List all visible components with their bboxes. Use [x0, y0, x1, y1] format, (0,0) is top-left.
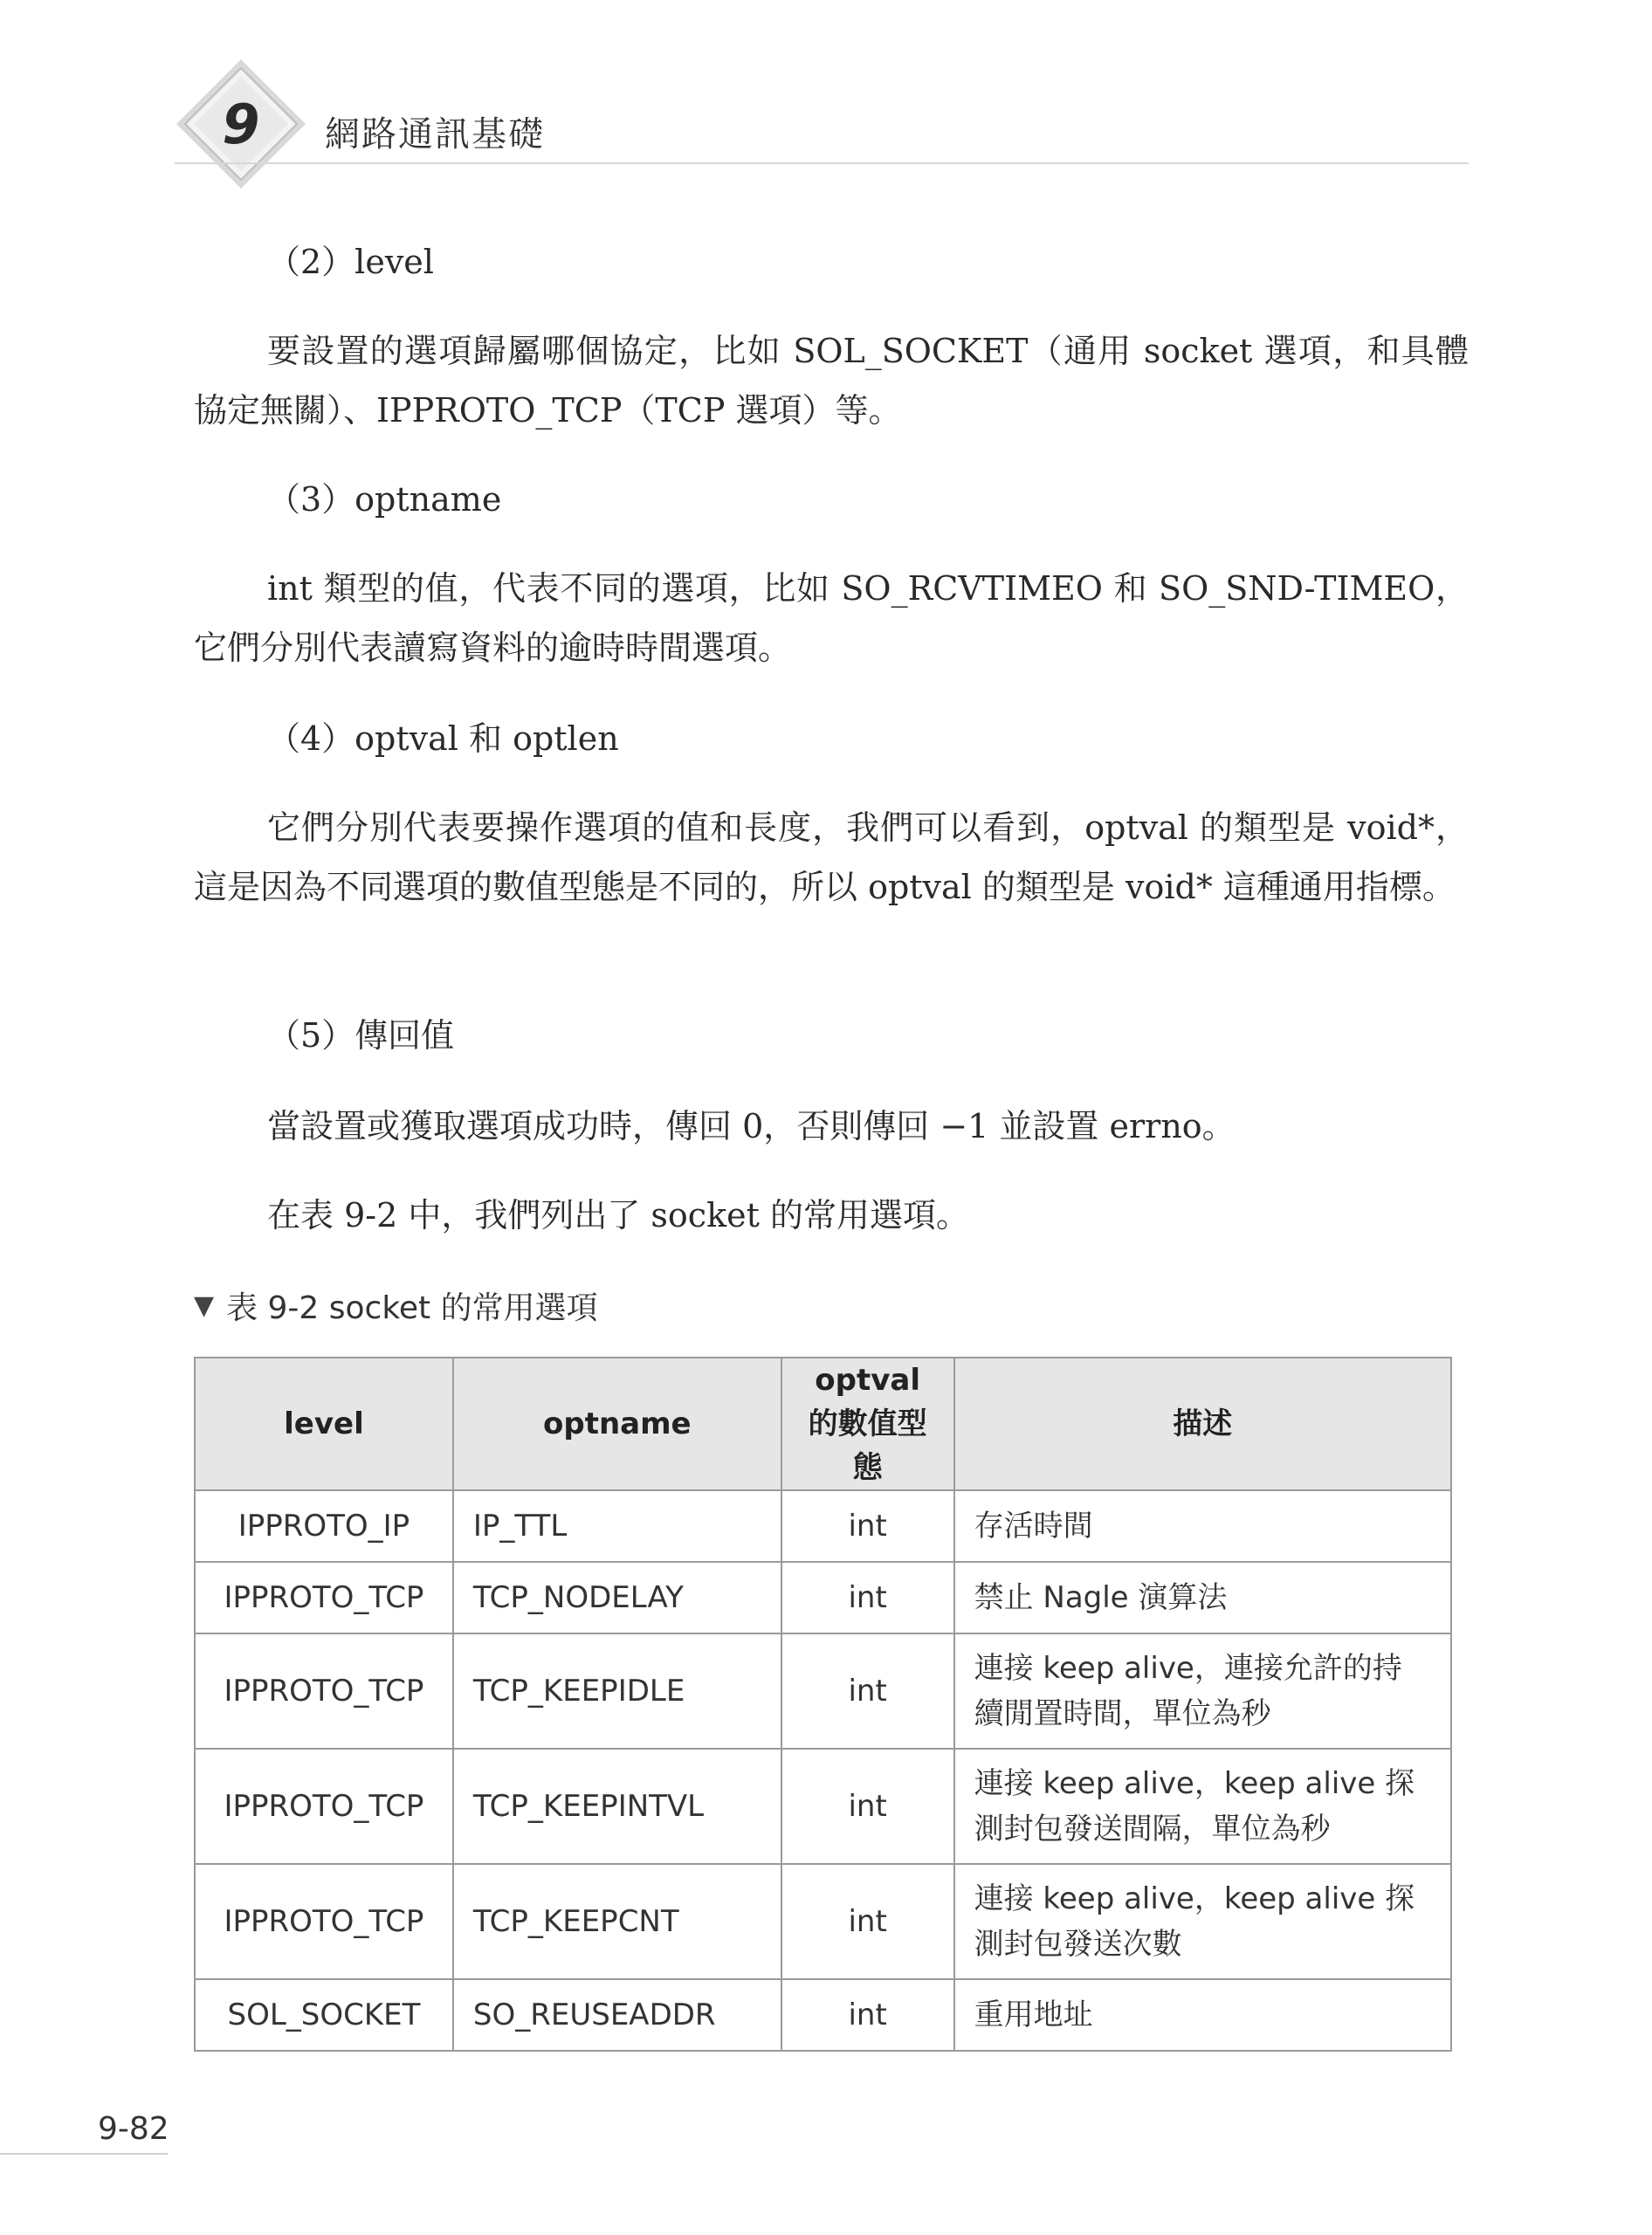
- table-row: [195, 1633, 1451, 1749]
- cell-optname: TCP_KEEPCNT: [453, 1864, 781, 1979]
- header-description: 描述: [954, 1358, 1451, 1490]
- subheading-return: （5）傳回值: [267, 1016, 455, 1055]
- cell-level: IPPROTO_TCP: [195, 1864, 453, 1979]
- header-optname: optname: [453, 1358, 781, 1490]
- paragraph-optval: 它們分別代表要操作選項的值和長度，我們可以看到，optval 的類型是 void*，這是因為不同選項的數值型態是不同的，所以 optval 的類型是 void* 這種通用指標。: [194, 808, 1469, 906]
- table-header-row: [195, 1358, 1451, 1490]
- table-row: [195, 1562, 1451, 1633]
- paragraph-return: 當設置或獲取選項成功時，傳回 0，否則傳回 −1 並設置 errno。: [267, 1107, 1236, 1145]
- cell-description: 連接 keep alive，keep alive 探測封包發送次數: [954, 1864, 1451, 1979]
- chapter-number: 9: [222, 93, 260, 156]
- cell-optname: TCP_KEEPIDLE: [453, 1633, 781, 1749]
- caption-triangle-icon: ▼: [194, 1290, 215, 1321]
- table-caption-text: 表 9-2 socket 的常用選項: [226, 1290, 598, 1326]
- chapter-title: 網路通訊基礎: [325, 114, 545, 155]
- paragraph-level: 要設置的選項歸屬哪個協定，比如 SOL_SOCKET（通用 socket 選項，和具體協定無關）、IPPROTO_TCP（TCP 選項）等。: [194, 332, 1469, 430]
- cell-level: IPPROTO_TCP: [195, 1562, 453, 1633]
- cell-level: IPPROTO_TCP: [195, 1633, 453, 1749]
- socket-options-table: [194, 1357, 1452, 2052]
- header-divider: [175, 162, 1469, 164]
- cell-type: int: [781, 1979, 954, 2051]
- cell-optname: TCP_KEEPINTVL: [453, 1749, 781, 1864]
- cell-type: int: [781, 1490, 954, 1562]
- cell-type: int: [781, 1749, 954, 1864]
- table-row: [195, 1490, 1451, 1562]
- cell-description: 重用地址: [954, 1979, 1451, 2051]
- paragraph-optname: int 類型的值，代表不同的選項，比如 SO_RCVTIMEO 和 SO_SND-TIMEO，它們分別代表讀寫資料的逾時時間選項。: [194, 569, 1469, 667]
- header-optval-type: optval 的數值型態: [781, 1358, 954, 1490]
- cell-optname: IP_TTL: [453, 1490, 781, 1562]
- cell-optname: TCP_NODELAY: [453, 1562, 781, 1633]
- cell-description: 禁止 Nagle 演算法: [954, 1562, 1451, 1633]
- table-row: [195, 1979, 1451, 2051]
- cell-type: int: [781, 1633, 954, 1749]
- subheading-level: （2）level: [267, 243, 434, 281]
- cell-type: int: [781, 1864, 954, 1979]
- table-caption: [194, 1283, 598, 1328]
- cell-optname: SO_REUSEADDR: [453, 1979, 781, 2051]
- chapter-badge: [173, 56, 309, 192]
- footer-divider: [0, 2153, 168, 2155]
- cell-description: 連接 keep alive，keep alive 探測封包發送間隔，單位為秒: [954, 1749, 1451, 1864]
- paragraph-table-intro: 在表 9-2 中，我們列出了 socket 的常用選項。: [267, 1196, 969, 1234]
- subheading-optval: （4）optval 和 optlen: [267, 719, 619, 758]
- cell-type: int: [781, 1562, 954, 1633]
- cell-level: IPPROTO_TCP: [195, 1749, 453, 1864]
- cell-level: SOL_SOCKET: [195, 1979, 453, 2051]
- table-row: [195, 1749, 1451, 1864]
- table-row: [195, 1864, 1451, 1979]
- cell-level: IPPROTO_IP: [195, 1490, 453, 1562]
- subheading-optname: （3）optname: [267, 480, 502, 519]
- header-level: level: [195, 1358, 453, 1490]
- cell-description: 連接 keep alive，連接允許的持續閒置時間，單位為秒: [954, 1633, 1451, 1749]
- page-number: 9-82: [98, 2111, 169, 2147]
- cell-description: 存活時間: [954, 1490, 1451, 1562]
